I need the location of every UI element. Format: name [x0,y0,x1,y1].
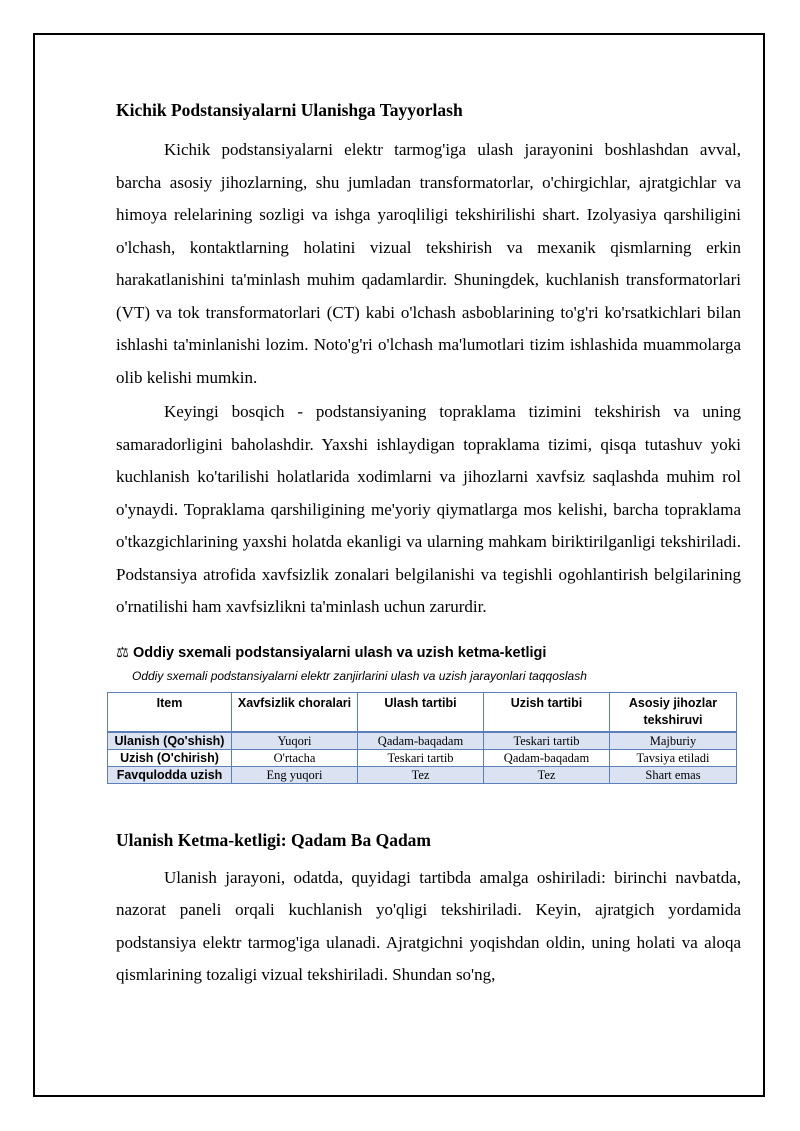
table-cell: Shart emas [610,766,737,783]
document-body [116,96,741,992]
table-cell: Majburiy [610,732,737,750]
table-section [116,642,741,784]
table-cell: Tez [484,766,610,783]
table-cell: Teskari tartib [484,732,610,750]
table-cell: Tez [358,766,484,783]
table-cell: Teskari tartib [358,749,484,766]
column-header: Item [108,692,232,732]
table-cell: Qadam-baqadam [484,749,610,766]
comparison-table [107,692,737,784]
table-row [108,732,737,750]
table-row [108,766,737,783]
table-title [116,642,741,664]
table-cell: Eng yuqori [232,766,358,783]
column-header: Asosiy jihozlar tekshiruvi [610,692,737,732]
paragraph: Kichik podstansiyalarni elektr tarmog'iga ulash jarayonini boshlashdan avval, barcha asosiy jihozlarning, shu jumladan transformatorlar, o'chirgichlar, ajratgichlar va himoya relelarining sozligi va ishga yaroqliligi tekshirilishi shart. Izolyasiya qarshiligini o'lchash, kontaktlarning holatini vizual tekshirish va mexanik qismlarning erkin harakatlanishini ta'minlash muhim qadamlardir. Shuningdek, kuchlanish transformatorlari (VT) va tok transformatorlari (CT) kabi o'lchash asboblarining to'g'ri ko'rsatkichlari bilan ishlashi ta'minlanishi lozim. Noto'g'ri o'lchash ma'lumotlari tizim ishlashida muammolarga olib kelishi mumkin. [116,140,741,387]
table-title-text: Oddiy sxemali podstansiyalarni ulash va uzish ketma-ketligi [133,644,547,661]
table-cell: Tavsiya etiladi [610,749,737,766]
scale-icon: ⚖ [116,644,129,661]
table-cell: Yuqori [232,732,358,750]
paragraph: Keyingi bosqich - podstansiyaning topraklama tizimini tekshirish va uning samaradorligini baholashdir. Yaxshi ishlaydigan topraklama tizimi, qisqa tutashuv yoki kuchlanish ko'tarilishi holatlarida xodimlarni va jihozlarni xavfsiz saqlashda muhim rol o'ynaydi. Topraklama qarshiligining me'yoriy qiymatlarga mos kelishi, barcha topraklama o'tkazgichlarining yaxshi holatda ekanligi va ularning mahkam biriktirilganligi tekshiriladi. Podstansiya atrofida xavfsizlik zonalari belgilanishi va tegishli ogohlantirish belgilarining o'rnatilishi ham xavfsizlikni ta'minlash uchun zarurdir. [116,402,741,616]
table-cell: Qadam-baqadam [358,732,484,750]
row-header: Favqulodda uzish [108,766,232,783]
table-caption: Oddiy sxemali podstansiyalarni elektr zanjirlarini ulash va uzish jarayonlari taqqoslash [132,668,587,683]
paragraph: Ulanish jarayoni, odatda, quyidagi tartibda amalga oshiriladi: birinchi navbatda, nazorat paneli orqali kuchlanish yo'qligi tekshiriladi. Keyin, ajratgich yordamida podstansiya elektr tarmog'iga ulanadi. Ajratgichni yoqishdan oldin, uning holati va aloqa qismlarining tozaligi vizual tekshiriladi. Shundan so'ng, [116,867,741,984]
column-header: Ulash tartibi [358,692,484,732]
section-heading: Kichik Podstansiyalarni Ulanishga Tayyorlash [116,100,463,120]
table-header-row [108,692,737,732]
row-header: Uzish (O'chirish) [108,749,232,766]
column-header: Uzish tartibi [484,692,610,732]
table-row [108,749,737,766]
column-header: Xavfsizlik choralari [232,692,358,732]
row-header: Ulanish (Qo'shish) [108,732,232,750]
table-cell: O'rtacha [232,749,358,766]
section-heading: Ulanish Ketma-ketligi: Qadam Ba Qadam [116,829,432,850]
